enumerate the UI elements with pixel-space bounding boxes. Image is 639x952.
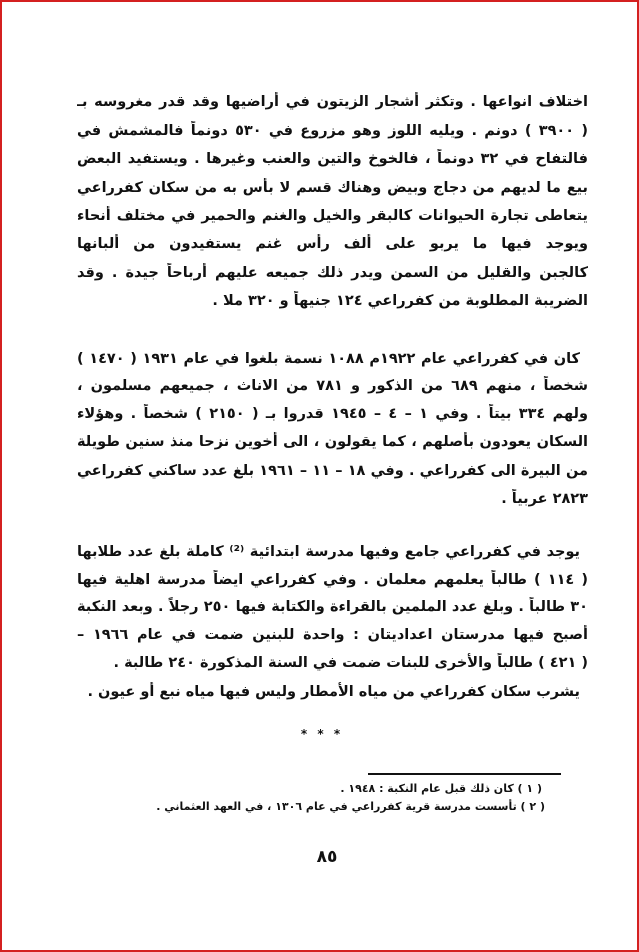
text-line: يتعاطى تجارة الحيوانات كالبقر والخيل والغنم والحمير في مختلف أنحاء (77, 208, 588, 224)
footnote-rule (368, 773, 561, 775)
text-line: يوجد في كفرراعي جامع وفيها مدرسة ابتدائية ⁽²⁾ كاملة بلغ عدد طلابها (77, 544, 580, 560)
text-line: شخصاً ، منهم ٦٨٩ من الذكور و ٧٨١ من الاناث ، جميعهم مسلمون ، (77, 378, 588, 394)
text-line: الضريبة المطلوبة من كفرراعي ١٢٤ جنيهاً و ٣٢٠ ملا . (212, 293, 588, 309)
text-line: ٣٠ طالباً . وبلغ عدد الملمين بالقراءة والكتابة فيها ٢٥٠ رجلاً . وبعد النكبة (77, 599, 588, 615)
text-line: ولهم ٣٣٤ بيتاً . وفي ١ – ٤ – ١٩٤٥ قدروا بـ ( ٢١٥٠ ) شخصاً . وهؤلاء (77, 406, 588, 422)
page-number: ٨٥ (316, 847, 338, 867)
footnote-2: ( ٢ ) تأسست مدرسة قرية كفرراعي في عام ١٣٠٦ ، في العهد العثماني . (156, 800, 545, 813)
footnote-1: ( ١ ) كان ذلك قبل عام النكبة : ١٩٤٨ . (340, 782, 542, 795)
text-line: كان في كفرراعي عام ١٩٢٢م ١٠٨٨ نسمة بلغوا في عام ١٩٣١ ( ١٤٧٠ ) (77, 351, 580, 367)
text-line: بيع ما لديهم من دجاج وبيض وهناك قسم لا بأس به من سكان كفرراعي (77, 180, 588, 196)
text-line: يشرب سكان كفرراعي من مياه الأمطار وليس فيها مياه نبع أو عيون . (87, 684, 580, 700)
text-line: ويوجد فيها ما يربو على ألف رأس غنم يستفيدون من ألبانها (77, 236, 588, 252)
text-line: ( ١١٤ ) طالباً يعلمهم معلمان . وفي كفرراعي ايضاً مدرسة اهلية فيها (77, 572, 588, 588)
text-line: ٢٨٢٣ عربياً . (501, 491, 588, 507)
text-line: اختلاف انواعها . وتكثر أشجار الزيتون في أراضيها وقد قدر مغروسه بـ (77, 94, 588, 110)
text-line: كالجبن والقليل من السمن ويدر ذلك جميعه عليهم أرباحاً جيدة . وقد (77, 265, 588, 281)
section-separator: * * * (300, 727, 344, 741)
text-line: ( ٣٩٠٠ ) دونم . ويليه اللوز وهو مزروع في ٥٣٠ دونماً فالمشمش في (77, 123, 588, 139)
text-line: السكان يعودون بأصلهم ، كما يقولون ، الى أخوين نزحا منذ سنين طويلة (77, 434, 588, 450)
text-line: من البيرة الى كفرراعي . وفي ١٨ – ١١ – ١٩٦١ بلغ عدد ساكني كفرراعي (77, 463, 588, 479)
text-line: ( ٤٢١ ) طالباً والأخرى للبنات ضمت في السنة المذكورة ٢٤٠ طالبة . (113, 655, 588, 671)
text-line: فالتفاح في ٣٢ دونماً ، فالخوخ والتين والعنب وغيرها . ويستفيد البعض (77, 151, 588, 167)
text-line: أصبح فيها مدرستان اعداديتان : واحدة للبنين ضمت في عام ١٩٦٦ – (77, 627, 588, 643)
